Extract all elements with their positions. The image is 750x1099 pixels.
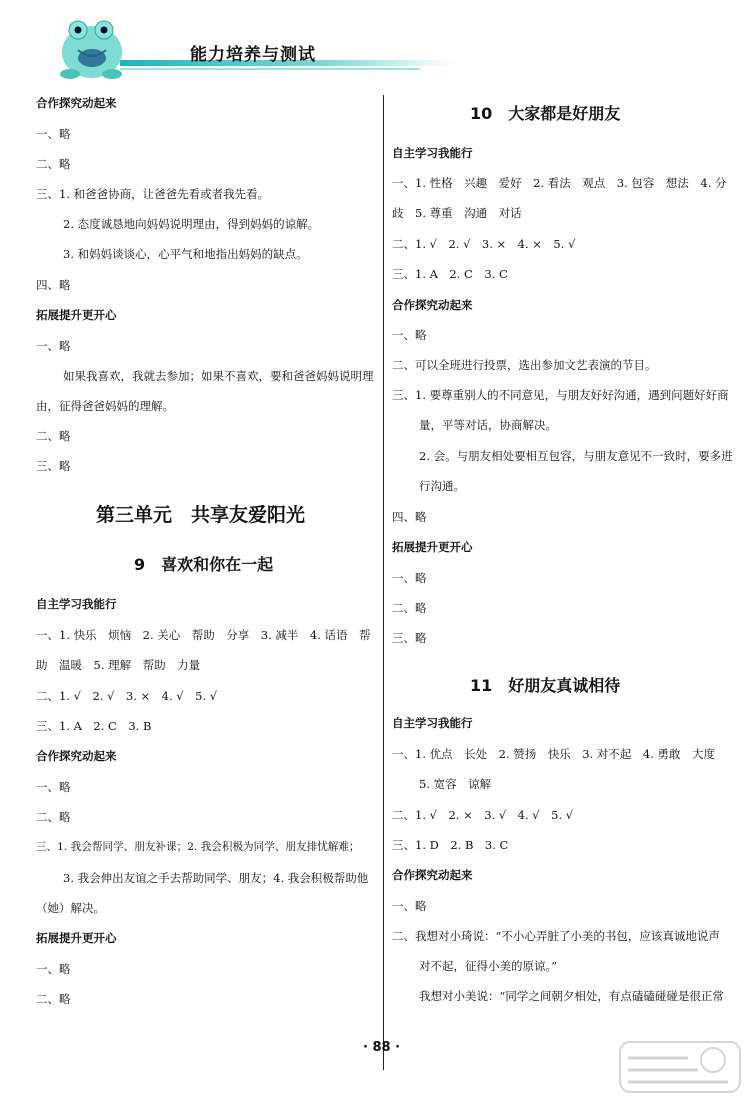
answer-line: 一、1. 快乐 烦恼 2. 关心 帮助 分享 3. 减半 4. 话语 帮 (36, 628, 371, 642)
answer-line: 3. 我会伸出友谊之手去帮助同学、朋友；4. 我会积极帮助他 (63, 871, 369, 885)
column-divider (383, 95, 384, 1070)
answer-line: 三、1. A 2. C 3. C (392, 267, 508, 281)
header-title: 能力培养与测试 (190, 45, 316, 65)
answer-line: 一、略 (392, 899, 427, 913)
answer-line: 三、1. 和爸爸协商，让爸爸先看或者我先看。 (36, 187, 270, 201)
answer-line: 一、略 (36, 339, 71, 353)
section-heading: 合作探究动起来 (36, 96, 117, 110)
answer-line: 一、1. 优点 长处 2. 赞扬 快乐 3. 对不起 4. 勇敢 大度 (392, 747, 716, 761)
answer-line: 一、略 (36, 127, 71, 141)
section-heading: 拓展提升更开心 (36, 931, 117, 945)
answer-line: 量，平等对话，协商解决。 (419, 418, 557, 432)
section-heading: 合作探究动起来 (36, 749, 117, 763)
section-heading: 合作探究动起来 (392, 298, 473, 312)
answer-line: 2. 态度诚恳地向妈妈说明理由，得到妈妈的谅解。 (63, 217, 320, 231)
answer-line: 一、略 (392, 571, 427, 585)
answer-line: 三、1. 要尊重别人的不同意见，与朋友好好沟通，遇到问题好好商 (392, 388, 729, 402)
answer-line: 二、1. √ 2. √ 3. × 4. × 5. √ (392, 237, 576, 251)
answer-line: 二、略 (36, 157, 71, 171)
answer-line: 二、1. √ 2. × 3. √ 4. √ 5. √ (392, 808, 574, 822)
section-heading: 合作探究动起来 (392, 868, 473, 882)
answer-line: 如果我喜欢，我就去参加；如果不喜欢，要和爸爸妈妈说明理 (63, 369, 374, 383)
answer-line: 三、1. D 2. B 3. C (392, 838, 509, 852)
answer-line: 行沟通。 (419, 479, 465, 493)
answer-line: 二、略 (392, 601, 427, 615)
answer-line: 二、略 (36, 429, 71, 443)
unit-title: 第三单元 共享友爱阳光 (96, 504, 306, 526)
section-heading: 自主学习我能行 (36, 597, 117, 611)
section-heading: 拓展提升更开心 (392, 540, 473, 554)
answer-line: 二、略 (36, 810, 71, 824)
answer-line: 一、略 (36, 780, 71, 794)
answer-line: 一、1. 性格 兴趣 爱好 2. 看法 观点 3. 包容 想法 4. 分 (392, 176, 727, 190)
answer-line: 歧 5. 尊重 沟通 对话 (392, 206, 522, 220)
section-heading: 自主学习我能行 (392, 146, 473, 160)
answer-line: 三、略 (392, 631, 427, 645)
answer-line: 三、1. 我会帮同学、朋友补课；2. 我会积极为同学、朋友排忧解难； (36, 841, 360, 853)
answer-line: 2. 会。与朋友相处要相互包容，与朋友意见不一致时，要多进 (419, 449, 733, 463)
answer-line: 3. 和妈妈谈谈心，心平气和地指出妈妈的缺点。 (63, 247, 308, 261)
answer-line: 一、略 (36, 962, 71, 976)
answer-line: 三、略 (36, 459, 71, 473)
answer-line: 三、1. A 2. C 3. B (36, 719, 152, 733)
answer-line: 由，征得爸爸妈妈的理解。 (36, 399, 174, 413)
lesson-title: 11 好朋友真诚相待 (470, 676, 621, 695)
section-heading: 自主学习我能行 (392, 716, 473, 730)
answer-line: 二、我想对小琦说：“不小心弄脏了小美的书包，应该真诚地说声 (392, 929, 720, 943)
answer-line: 四、略 (36, 278, 71, 292)
watermark-logo (618, 1040, 742, 1094)
page-number: · 88 · (363, 1040, 401, 1055)
page-header (0, 0, 750, 86)
section-heading: 拓展提升更开心 (36, 308, 117, 322)
answer-line: 5. 宽容 谅解 (419, 777, 492, 791)
lesson-title: 9 喜欢和你在一起 (134, 555, 274, 574)
answer-line: 一、略 (392, 328, 427, 342)
answer-line: 对不起，征得小美的原谅。” (419, 959, 558, 973)
answer-line: 二、1. √ 2. √ 3. × 4. √ 5. √ (36, 689, 218, 703)
frog-icon (60, 21, 122, 79)
answer-line: （她）解决。 (36, 901, 105, 915)
answer-line: 四、略 (392, 510, 427, 524)
answer-line: 二、略 (36, 992, 71, 1006)
answer-line: 二、可以全班进行投票，选出参加文艺表演的节目。 (392, 358, 657, 372)
answer-line: 我想对小美说：“同学之间朝夕相处，有点磕磕碰碰是很正常 (419, 989, 724, 1003)
header-decoration (0, 0, 750, 86)
lesson-title: 10 大家都是好朋友 (470, 104, 621, 123)
answer-line: 助 温暖 5. 理解 帮助 力量 (36, 658, 201, 672)
